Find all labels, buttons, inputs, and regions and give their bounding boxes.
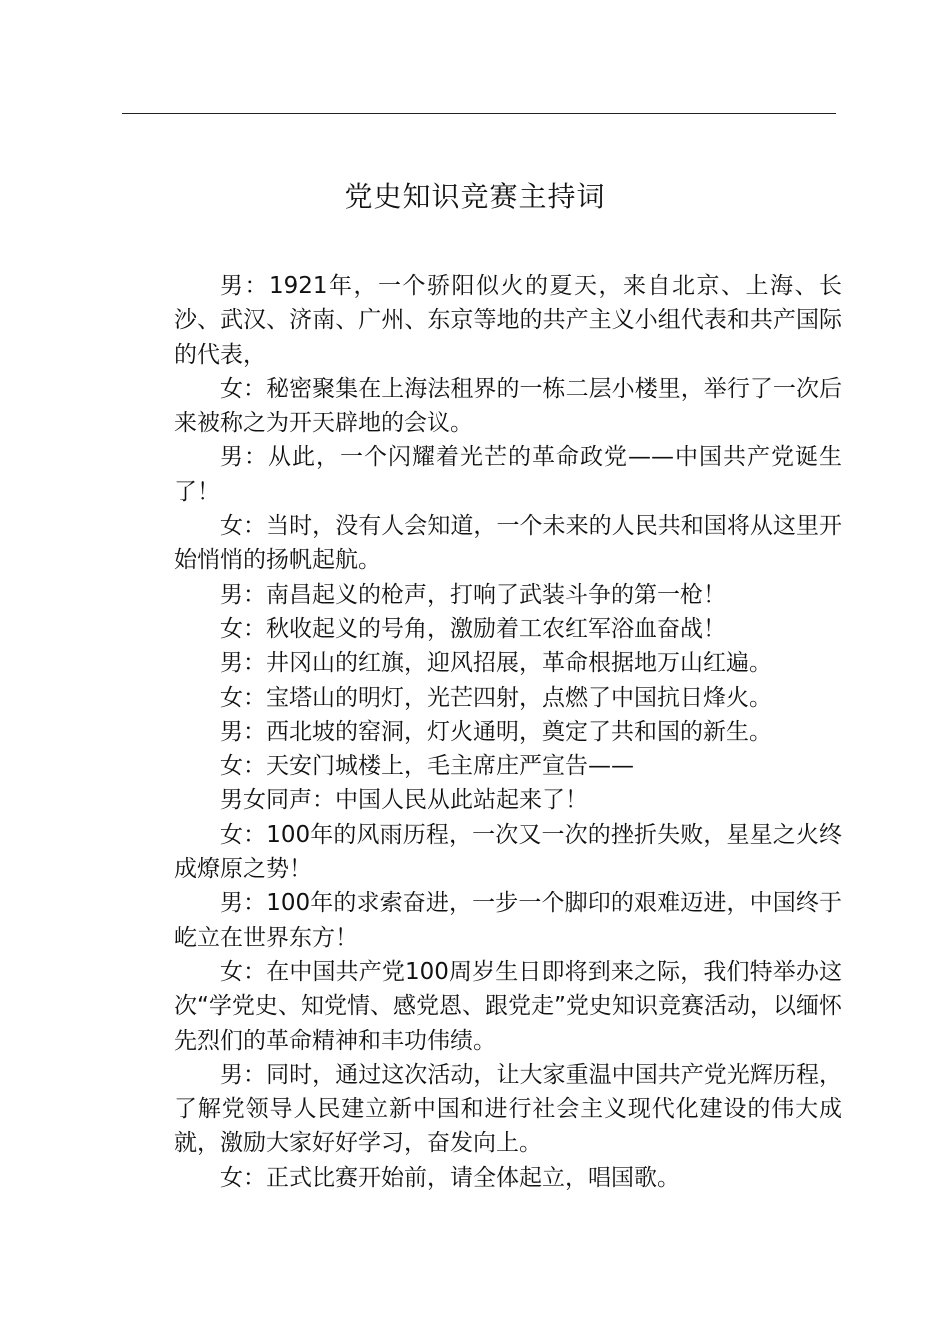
- paragraph: 女：当时，没有人会知道，一个未来的人民共和国将从这里开始悄悄的扬帆起航。: [174, 513, 842, 574]
- paragraph: 男：1921年，一个骄阳似火的夏天，来自北京、上海、长沙、武汉、济南、广州、东京等地的共产主义小组代表和共产国际的代表，: [174, 273, 842, 368]
- paragraph: 男：100年的求索奋进，一步一个脚印的艰难迈进，中国终于屹立在世界东方！: [174, 890, 842, 951]
- paragraph: 男：南昌起义的枪声，打响了武装斗争的第一枪！: [220, 581, 726, 608]
- paragraph: 女：正式比赛开始前，请全体起立，唱国歌。: [220, 1164, 680, 1191]
- paragraph: 女：天安门城楼上，毛主席庄严宣告——: [220, 753, 634, 780]
- paragraph: 女：宝塔山的明灯，光芒四射，点燃了中国抗日烽火。: [220, 684, 772, 711]
- paragraph: 男：从此，一个闪耀着光芒的革命政党——中国共产党诞生了！: [174, 444, 842, 505]
- header-divider: [122, 113, 836, 114]
- paragraph: 男：井冈山的红旗，迎风招展，革命根据地万山红遍。: [220, 650, 772, 677]
- paragraph: 男：同时，通过这次活动，让大家重温中国共产党光辉历程，了解党领导人民建立新中国和进行社会主义现代化建设的伟大成就，激励大家好好学习，奋发向上。: [174, 1061, 842, 1157]
- paragraph: 女：秘密聚集在上海法租界的一栋二层小楼里，举行了一次后来被称之为开天辟地的会议。: [174, 375, 842, 437]
- paragraph: 女：秋收起义的号角，激励着工农红军浴血奋战！: [220, 615, 726, 642]
- paragraph: 男女同声：中国人民从此站起来了！: [220, 787, 588, 814]
- page-title: 党史知识竞赛主持词: [344, 180, 606, 213]
- paragraph: 女：100年的风雨历程，一次又一次的挫折失败，星星之火终成燎原之势！: [174, 821, 842, 883]
- document-body: [174, 269, 842, 1195]
- paragraph: 女：在中国共产党100周岁生日即将到来之际，我们特举办这次“学党史、知党情、感党恩、跟党走”党史知识竞赛活动，以缅怀先烈们的革命精神和丰功伟绩。: [174, 958, 842, 1054]
- paragraph: 男：西北坡的窑洞，灯火通明，奠定了共和国的新生。: [220, 718, 772, 745]
